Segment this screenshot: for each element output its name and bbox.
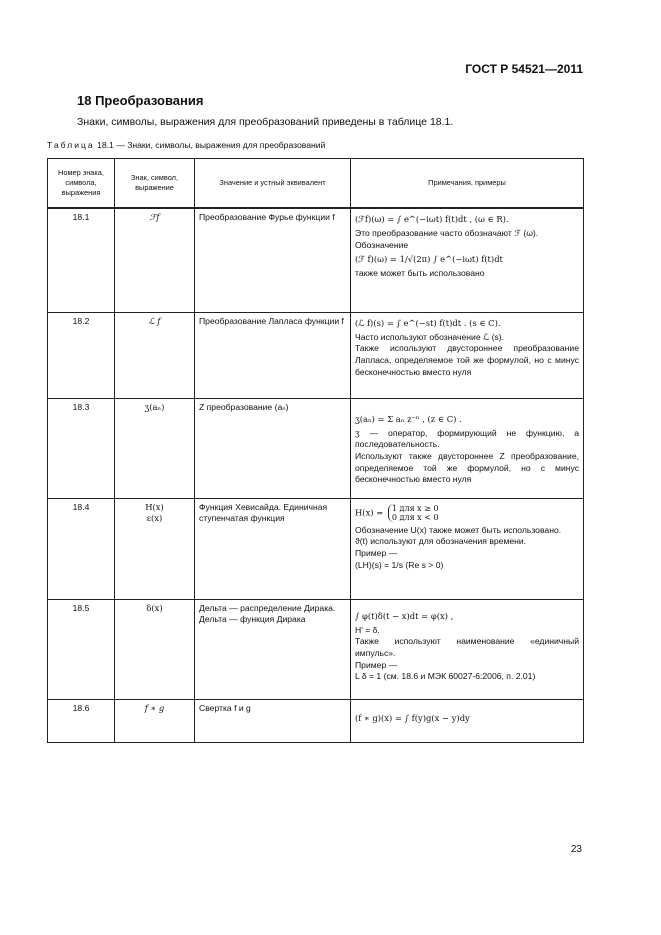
note-line: L δ = 1 (см. 18.6 и МЭК 60027-6:2006, п. 2.01) bbox=[355, 671, 536, 682]
note-line: Обозначение U(x) также может быть использовано. bbox=[355, 524, 562, 535]
cases-brace bbox=[388, 504, 439, 522]
row-symbol: ℒ f bbox=[115, 312, 195, 398]
table-caption-text: 18.1 — Знаки, символы, выражения для преобразований bbox=[97, 140, 326, 150]
convolution-formula: (f ∗ g)(x) = ∫ f(y)g(x − y)dy bbox=[355, 712, 470, 723]
standard-code: ГОСТ Р 54521—2011 bbox=[465, 62, 583, 76]
note-line: (LH)(s) = 1/s (Re s > 0) bbox=[355, 559, 444, 570]
header-number: Номер знака, символа, выражения bbox=[48, 159, 115, 209]
note-line: также может быть использовано bbox=[355, 267, 485, 278]
table-row bbox=[48, 208, 584, 312]
row-symbol: ℱf bbox=[115, 208, 195, 312]
row-notes bbox=[351, 398, 584, 498]
row-meaning: Функция Хевисайда. Единичная ступенчатая функция bbox=[195, 498, 351, 599]
row-number: 18.2 bbox=[48, 312, 115, 398]
formula-lhs: H(x) = bbox=[355, 507, 384, 518]
table-row bbox=[48, 599, 584, 699]
row-number: 18.3 bbox=[48, 398, 115, 498]
fourier-formula-alt: (ℱ f)(ω) = 1/√(2π) ∫ e^(−iωt) f(t)dt bbox=[355, 253, 503, 264]
note-line: Также используют двустороннее преобразование Лапласа, определяемое той же формулой, но с минус бесконечностью вместо нуля bbox=[355, 343, 579, 377]
heaviside-symbol-alt: ε(x) bbox=[146, 512, 163, 523]
row-meaning: Преобразование Фурье функции f bbox=[195, 208, 351, 312]
table-caption bbox=[47, 140, 325, 150]
case-line: 1 для x ≥ 0 bbox=[391, 503, 439, 513]
row-number: 18.6 bbox=[48, 699, 115, 742]
note-line: H' = δ. bbox=[355, 624, 380, 635]
header-symbol: Знак, символ, выражение bbox=[115, 159, 195, 209]
page-number: 23 bbox=[570, 844, 582, 855]
table-row bbox=[48, 398, 584, 498]
note-line: Часто используют обозначение ℒ (s). bbox=[355, 331, 504, 342]
row-symbol: δ(x) bbox=[115, 599, 195, 699]
row-symbol: ʒ(aₙ) bbox=[115, 398, 195, 498]
transforms-table bbox=[47, 158, 584, 743]
note-line: Пример — bbox=[355, 659, 398, 670]
row-number: 18.5 bbox=[48, 599, 115, 699]
table-caption-label: Таблица bbox=[47, 140, 95, 150]
row-meaning: Z преобразование (aₙ) bbox=[195, 398, 351, 498]
row-notes bbox=[351, 699, 584, 742]
row-notes bbox=[351, 312, 584, 398]
row-meaning: Свертка f и g bbox=[195, 699, 351, 742]
note-line: Обозначение bbox=[355, 239, 409, 250]
note-line: Это преобразование часто обозначают ℱ (ω). bbox=[355, 228, 539, 239]
note-line: Также используют наименование «единичный импульс». bbox=[355, 636, 579, 659]
row-notes bbox=[351, 498, 584, 599]
row-symbol: f ∗ g bbox=[115, 699, 195, 742]
note-line: Используют также двустороннее Z преобразование, определяемое той же формулой, но с минус бесконечностью вместо нуля bbox=[355, 451, 579, 485]
section-title: 18 Преобразования bbox=[77, 93, 204, 108]
row-symbol bbox=[115, 498, 195, 599]
header-notes: Примечания, примеры bbox=[351, 159, 584, 209]
table-row bbox=[48, 699, 584, 742]
laplace-formula: (ℒ f)(s) = ∫ e^(−st) f(t)dt . (s ∈ C). bbox=[355, 317, 501, 328]
dirac-formula: ∫ φ(t)δ(t − x)dt = φ(x) , bbox=[355, 610, 454, 621]
case-line: 0 для x < 0 bbox=[391, 512, 439, 522]
note-line: ϑ(t) используют для обозначения времени. bbox=[355, 536, 527, 547]
row-number: 18.4 bbox=[48, 498, 115, 599]
table-row bbox=[48, 312, 584, 398]
header-meaning: Значение и устный эквивалент bbox=[195, 159, 351, 209]
row-meaning: Дельта — распределение Дирака. Дельта — функция Дирака bbox=[195, 599, 351, 699]
table-header-row bbox=[48, 159, 584, 209]
note-line: Пример — bbox=[355, 548, 398, 559]
row-notes bbox=[351, 208, 584, 312]
table-row bbox=[48, 498, 584, 599]
row-number: 18.1 bbox=[48, 208, 115, 312]
row-meaning: Преобразование Лапласа функции f bbox=[195, 312, 351, 398]
row-notes bbox=[351, 599, 584, 699]
section-intro: Знаки, символы, выражения для преобразований приведены в таблице 18.1. bbox=[77, 116, 454, 128]
heaviside-symbol: H(x) bbox=[145, 501, 164, 512]
z-transform-formula: ʒ(aₙ) = Σ aₙ z⁻ⁿ , (z ∈ C) . bbox=[355, 413, 462, 424]
note-line: ʒ — оператор, формирующий не функцию, а последовательность. bbox=[355, 427, 579, 450]
fourier-formula: (ℱf)(ω) = ∫ e^(−iωt) f(t)dt , (ω ∈ R). bbox=[355, 214, 509, 224]
heaviside-formula bbox=[355, 504, 579, 522]
